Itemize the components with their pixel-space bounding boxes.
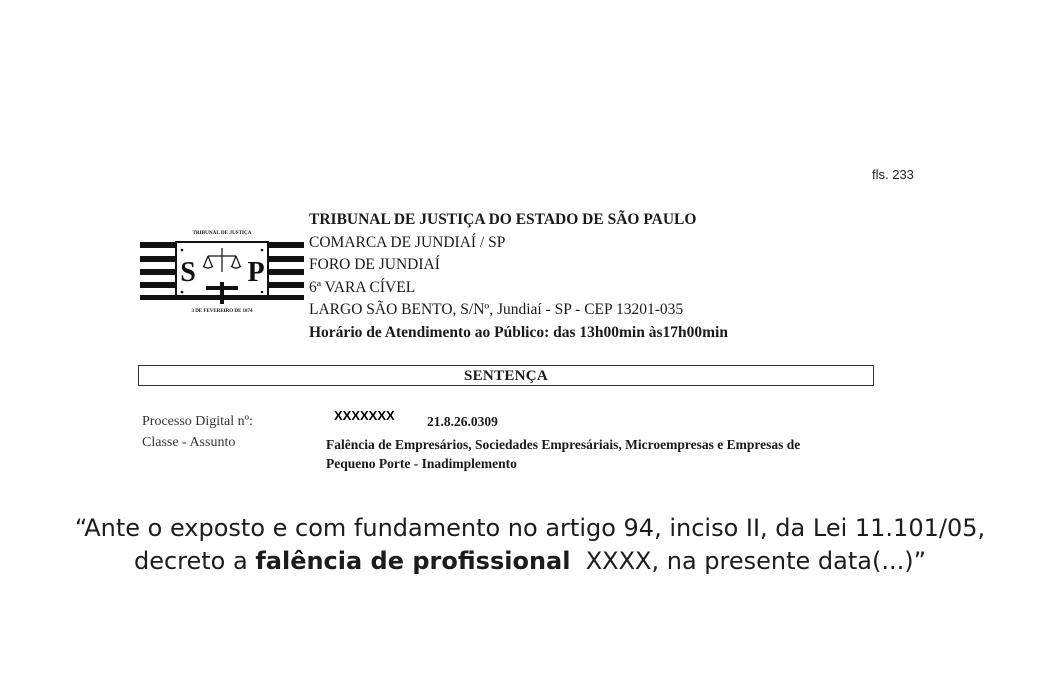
- quote-line-2-suffix: XXXX, na presente data(...)”: [570, 547, 927, 575]
- court-foro: FORO DE JUNDIAÍ: [309, 256, 440, 274]
- logo-bottom-text: 3 DE FEVEREIRO DE 1874: [191, 309, 253, 314]
- process-label: Processo Digital nº:: [142, 414, 253, 429]
- class-value: Falência de Empresários, Sociedades Empresáriais, Microempresas e Empresas de Pequeno Porte - Inadimplemento: [326, 437, 801, 471]
- quote-line-2-prefix: decreto a: [133, 547, 256, 575]
- logo-letter-p: P: [247, 257, 265, 288]
- logo-letter-s: S: [180, 257, 196, 288]
- court-vara: 6ª VARA CÍVEL: [309, 278, 416, 296]
- quote-line-1: “Ante o exposto e com fundamento no artigo 94, inciso II, da Lei 11.101/05,: [74, 514, 986, 542]
- logo-top-text: TRIBUNAL DE JUSTIÇA: [192, 230, 252, 236]
- process-number: 21.8.26.0309: [427, 414, 498, 429]
- document-title: SENTENÇA: [138, 365, 874, 386]
- court-name: TRIBUNAL DE JUSTIÇA DO ESTADO DE SÃO PAULO: [309, 211, 697, 228]
- tjsp-coat-of-arms-logo: [140, 226, 304, 318]
- quote-line-2: [0, 545, 1060, 578]
- court-address: LARGO SÃO BENTO, S/Nº, Jundiaí - SP - CEP 13201-035: [309, 301, 684, 319]
- court-hours: Horário de Atendimento ao Público: das 13h00min às17h00min: [309, 323, 728, 341]
- class-label: Classe - Assunto: [142, 435, 236, 450]
- court-comarca: COMARCA DE JUNDIAÍ / SP: [309, 233, 506, 251]
- court-header: [309, 209, 728, 345]
- quote-bold-phrase: falência de profissional: [255, 547, 571, 575]
- highlighted-quote: [0, 512, 1060, 578]
- page-number: fls. 233: [872, 167, 914, 182]
- process-redacted: XXXXXXX: [334, 408, 395, 423]
